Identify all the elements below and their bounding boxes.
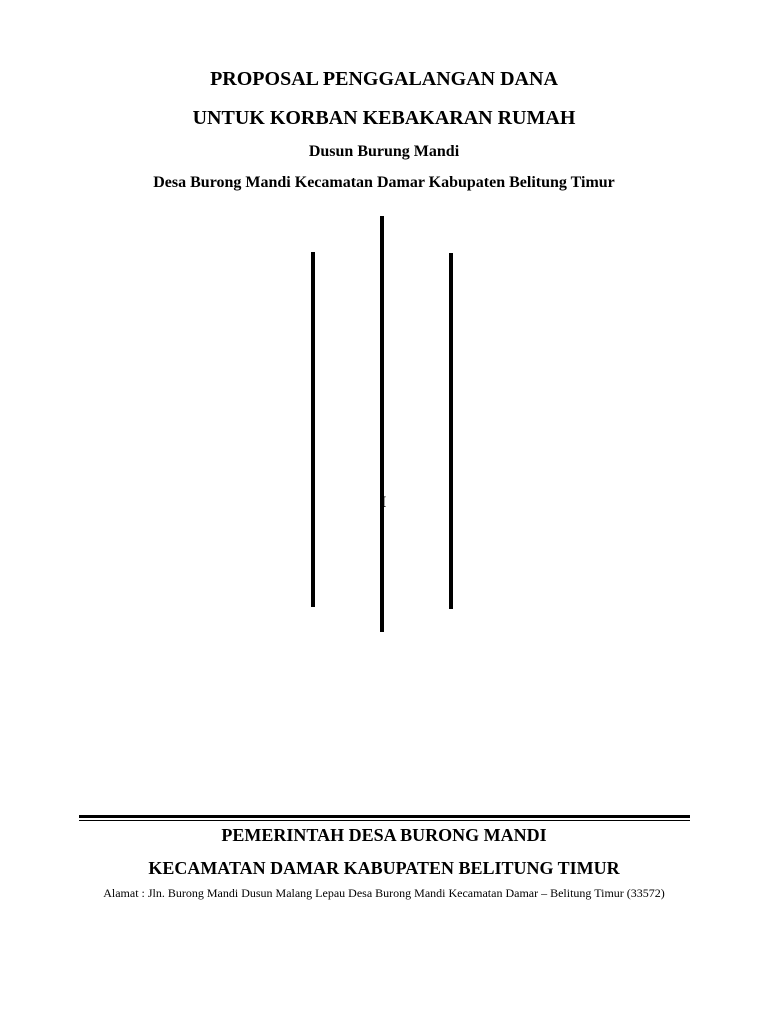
center-mark: I: [380, 494, 387, 511]
institution-address: Alamat : Jln. Burong Mandi Dusun Malang Lepau Desa Burong Mandi Kecamatan Damar – Belitung Timur (33572): [103, 886, 665, 900]
institution-region: KECAMATAN DAMAR KABUPATEN BELITUNG TIMUR: [148, 858, 620, 878]
document-title: PROPOSAL PENGGALANGAN DANA: [210, 68, 558, 90]
vertical-bar-right: [449, 253, 453, 609]
document-title-line-2: UNTUK KORBAN KEBAKARAN RUMAH: [192, 107, 576, 129]
institution-name: PEMERINTAH DESA BURONG MANDI: [221, 825, 547, 845]
footer-divider-thin: [79, 820, 690, 821]
document-subtitle: Dusun Burung Mandi: [308, 143, 460, 160]
footer-divider-thick: [79, 815, 690, 818]
vertical-bar-center-bottom: [380, 548, 384, 632]
document-subtitle-line-2: Desa Burong Mandi Kecamatan Damar Kabupaten Belitung Timur: [153, 174, 615, 191]
vertical-bar-left: [311, 252, 315, 607]
